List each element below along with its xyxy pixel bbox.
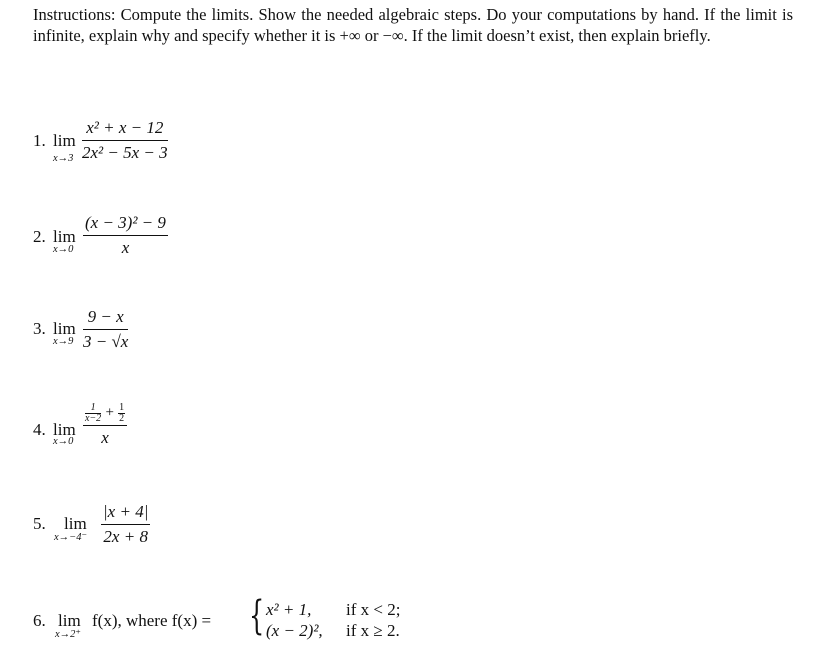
limit-operator: lim bbox=[53, 319, 76, 338]
limit-approach: x→0 bbox=[53, 244, 74, 255]
instructions-paragraph: Instructions: Compute the limits. Show the needed algebraic steps. Do your computations by hand. If the limit is infinite, explain why and specify whether it is +∞ or −∞. If the limit doesn’t exist, then explain briefly. bbox=[33, 5, 793, 45]
nested-denominator-a: x−2 bbox=[85, 412, 102, 424]
limit-approach: x→3 bbox=[53, 153, 74, 164]
numerator: (x − 3)² − 9 bbox=[83, 213, 168, 236]
numerator bbox=[83, 402, 127, 426]
numerator: x² + x − 12 bbox=[82, 118, 168, 141]
problem-number: 4. bbox=[33, 420, 46, 439]
limit-approach: x→9 bbox=[53, 336, 74, 347]
problem-number: 6. bbox=[33, 611, 46, 630]
fraction bbox=[83, 307, 128, 352]
limit-approach: x→0 bbox=[53, 436, 74, 447]
denominator: x bbox=[121, 238, 130, 257]
fraction bbox=[82, 118, 168, 163]
limit-approach: x→−4⁻ bbox=[54, 532, 88, 543]
fraction bbox=[83, 402, 127, 448]
nested-fraction-a bbox=[85, 403, 101, 424]
nested-numerator-b: 1 bbox=[119, 401, 125, 413]
problem-number: 3. bbox=[33, 319, 46, 338]
denominator: 3 − √x bbox=[83, 332, 129, 351]
plus-sign: + bbox=[105, 404, 114, 421]
limit-operator: lim bbox=[64, 514, 87, 533]
left-brace: { bbox=[249, 593, 265, 639]
case-2-expression: (x − 2)², bbox=[266, 621, 323, 640]
problem-number: 2. bbox=[33, 227, 46, 246]
limit-approach: x→2⁺ bbox=[55, 629, 81, 640]
numerator: 9 − x bbox=[83, 307, 128, 330]
limit-operator: lim bbox=[53, 131, 76, 150]
denominator: 2x² − 5x − 3 bbox=[82, 143, 168, 162]
problem-number: 1. bbox=[33, 131, 46, 150]
problem-number: 5. bbox=[33, 514, 46, 533]
numerator: |x + 4| bbox=[101, 502, 150, 525]
case-1-condition: if x < 2; bbox=[346, 600, 401, 619]
limit-operator: lim bbox=[53, 420, 76, 439]
case-1-expression: x² + 1, bbox=[266, 600, 312, 619]
fraction bbox=[101, 502, 150, 547]
limit-operator: lim bbox=[53, 227, 76, 246]
case-2-condition: if x ≥ 2. bbox=[346, 621, 400, 640]
fraction bbox=[83, 213, 168, 258]
function-expression: f(x), where f(x) = bbox=[92, 611, 212, 630]
nested-numerator-a: 1 bbox=[85, 403, 101, 414]
nested-fraction-b bbox=[118, 403, 125, 424]
nested-denominator-b: 2 bbox=[119, 412, 125, 424]
denominator: x bbox=[101, 427, 109, 447]
denominator: 2x + 8 bbox=[103, 527, 148, 546]
limit-operator: lim bbox=[58, 611, 81, 630]
